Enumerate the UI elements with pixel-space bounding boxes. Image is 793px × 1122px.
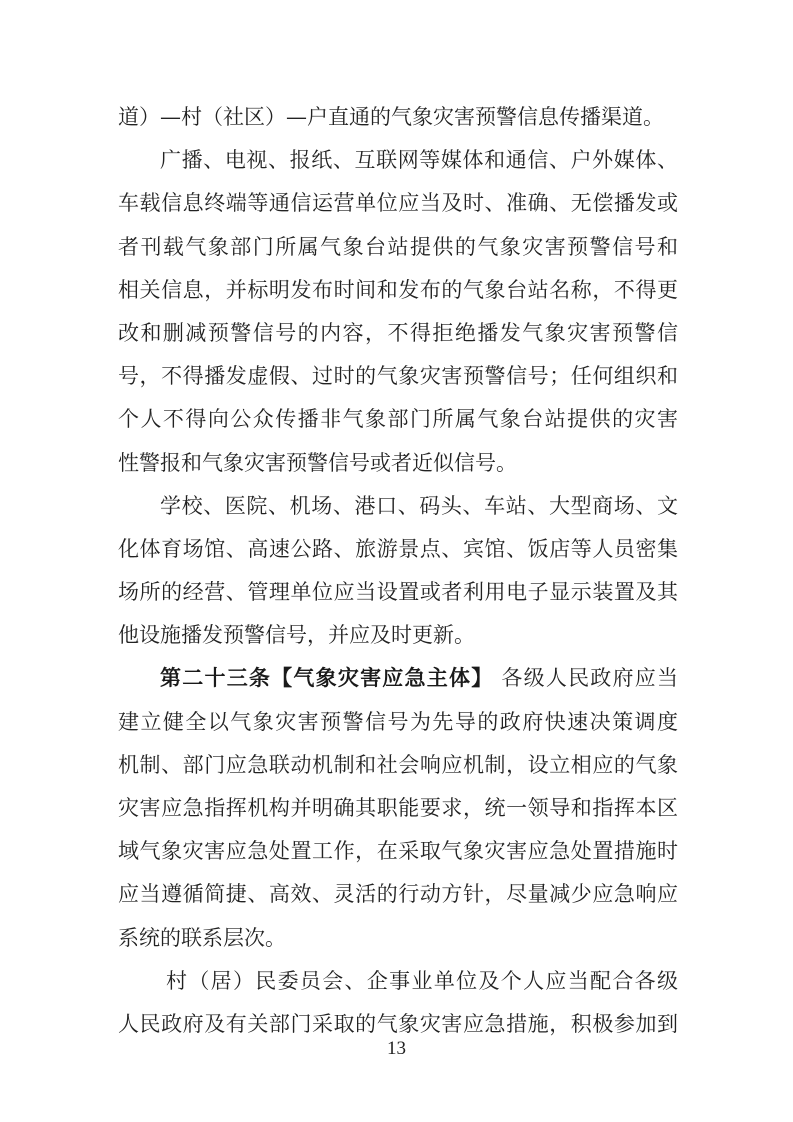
paragraph-line: 机制、部门应急联动机制和社会响应机制，设立相应的气象 [118, 752, 678, 777]
paragraph-line: 改和删减预警信号的内容，不得拒绝播发气象灾害预警信 [118, 320, 678, 345]
article-heading: 第二十三条【气象灾害应急主体】 [160, 666, 494, 691]
paragraph-line: 系统的联系层次。 [118, 925, 286, 950]
paragraph-line: 号，不得播发虚假、过时的气象灾害预警信号；任何组织和 [118, 364, 678, 389]
paragraph-line: 建立健全以气象灾害预警信号为先导的政府快速决策调度 [118, 709, 678, 734]
paragraph-line: 应当遵循简捷、高效、灵活的行动方针，尽量减少应急响应 [118, 882, 678, 907]
paragraph-line: 学校、医院、机场、港口、码头、车站、大型商场、文 [160, 493, 678, 518]
paragraph-line: 相关信息，并标明发布时间和发布的气象台站名称，不得更 [118, 277, 678, 302]
paragraph-line: 村（居）民委员会、企事业单位及个人应当配合各级 [166, 968, 678, 993]
paragraph-line: 广播、电视、报纸、互联网等媒体和通信、户外媒体、 [160, 148, 678, 173]
paragraph-line: 道）—村（社区）—户直通的气象灾害预警信息传播渠道。 [118, 105, 664, 129]
article-heading-line [118, 657, 678, 700]
paragraph-line: 性警报和气象灾害预警信号或者近似信号。 [118, 450, 517, 475]
paragraph-line: 灾害应急指挥机构并明确其职能要求，统一领导和指挥本区 [118, 796, 678, 820]
body-text [118, 96, 678, 1046]
paragraph-line: 个人不得向公众传播非气象部门所属气象台站提供的灾害 [118, 407, 678, 432]
paragraph-line: 人民政府及有关部门采取的气象灾害应急措施，积极参加到 [118, 1011, 678, 1036]
paragraph-line: 者刊载气象部门所属气象台站提供的气象灾害预警信号和 [118, 234, 678, 259]
page-number: 13 [387, 1038, 406, 1059]
paragraph-line: 化体育场馆、高速公路、旅游景点、宾馆、饭店等人员密集 [118, 536, 678, 561]
article-heading-rest: 各级人民政府应当 [493, 666, 678, 691]
paragraph-line: 他设施播发预警信号，并应及时更新。 [118, 623, 475, 648]
paragraph-line: 域气象灾害应急处置工作，在采取气象灾害应急处置措施时 [118, 839, 678, 864]
paragraph-line: 车载信息终端等通信运营单位应当及时、准确、无偿播发或 [118, 191, 678, 216]
paragraph-line: 场所的经营、管理单位应当设置或者利用电子显示装置及其 [118, 580, 678, 605]
